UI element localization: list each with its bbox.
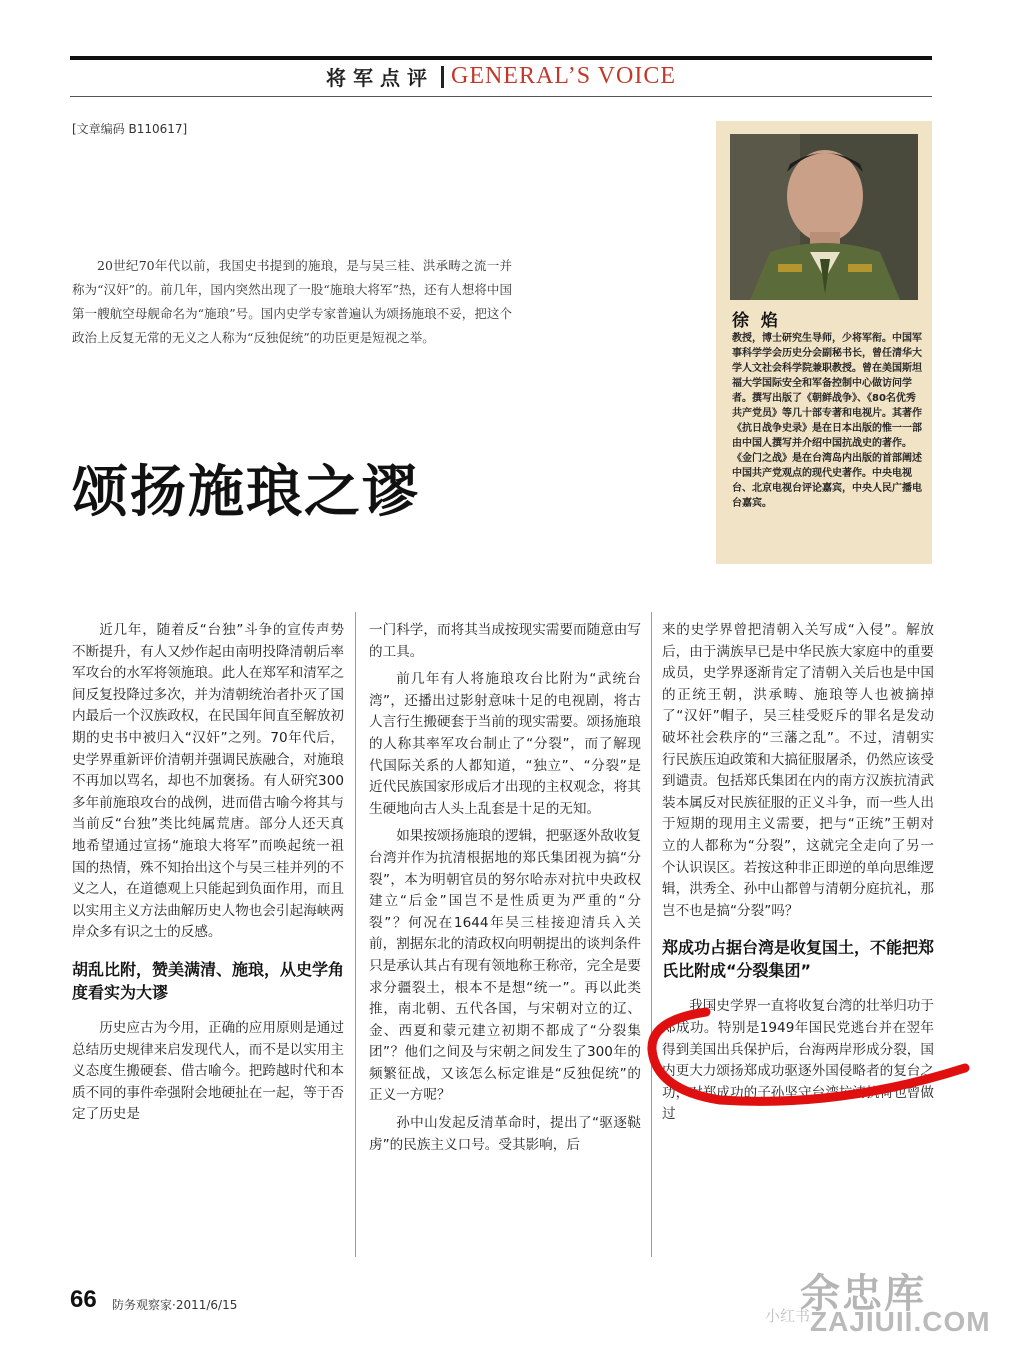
article-lede: 20世纪70年代以前，我国史书提到的施琅，是与吴三桂、洪承畴之流一并称为“汉奸”的。前几年，国内突然出现了一股“施琅大将军”热，还有人想将中国第一艘航空母舰命名为“施琅”号。国内史学专家普遍认为颂扬施琅不妥，把这个政治上反复无常的无义之人称为“反独促统”的功臣更是短视之举。 bbox=[72, 258, 512, 345]
column-2 bbox=[369, 620, 641, 1162]
subheading: 胡乱比附，赞美满清、施琅，从史学角度看实为大谬 bbox=[72, 959, 345, 1002]
subheading: 郑成功占据台湾是收复国土，不能把郑氏比附成“分裂集团” bbox=[662, 938, 935, 981]
column-divider bbox=[355, 612, 356, 1257]
column-3 bbox=[662, 620, 934, 1132]
watermark-url: ZAJIUII.COM bbox=[810, 1306, 991, 1337]
section-header bbox=[70, 62, 932, 94]
header-bottom-rule bbox=[70, 96, 932, 97]
article-title: 颂扬施琅之谬 bbox=[72, 459, 420, 525]
paragraph: 近几年，随着反“台独”斗争的宣传声势不断提升，有人又炒作起由南明投降清朝后率军攻台的水军将领施琅。此人在郑军和清军之间反复投降过多次，并为清朝统治者扑灭了国内最后一个汉族政权，在民国年间直至解放初期的史书中被归入“汉奸”之列。70年代后，史学界重新评价清朝并强调民族融合，对施琅不再加以骂名，却也不加褒扬。有人研究300多年前施琅攻台的战例，进而借古喻今将其与当前反“台独”类比纯属荒唐。部分人还天真地希望通过宣扬“施琅大将军”而唤起统一祖国的热情，殊不知抬出这个与吴三桂并列的不义之人，在道德观上只能起到负面作用，而且以实用主义方法曲解历史人物也会引起海峡两岸众多有识之士的反感。 bbox=[72, 622, 344, 941]
section-title-cn: 将军点评 bbox=[325, 66, 434, 90]
paragraph: 如果按颂扬施琅的逻辑，把驱逐外敌收复台湾并作为抗清根据地的郑氏集团视为搞“分裂”，本为明朝官员的努尔哈赤对抗中央政权建立“后金”国岂不是性质更为严重的“分裂”？何况在1644年吴三桂接迎清兵入关前，割据东北的清政权向明朝提出的谈判条件只是承认其占有现有领地称王称帝，完全是要求分疆裂土，根本不是想“统一”。再以此类推，南北朝、五代各国，与宋朝对立的辽、金、西夏和蒙元建立初期不都成了“分裂集团”？他们之间及与宋朝之间发生了300年的频繁征战，又该怎么标定谁是“反独促统”的正义一方呢？ bbox=[369, 828, 641, 1104]
column-divider bbox=[651, 612, 652, 1257]
publication-info: 防务观察家·2011/6/15 bbox=[112, 1298, 238, 1312]
section-title-en: GENERAL’S VOICE bbox=[450, 63, 676, 89]
paragraph: 一门科学，而将其当成按现实需要而随意由写的工具。 bbox=[369, 622, 641, 660]
header-top-rule bbox=[70, 56, 932, 60]
paragraph: 历史应古为今用，正确的应用原则是通过总结历史规律来启发现代人，而不是以实用主义态度生搬硬套、借古喻今。把跨越时代和本质不同的事件牵强附会地硬扯在一起，等于否定了历史是 bbox=[72, 1019, 344, 1123]
paragraph: 来的史学界曾把清朝入关写成“入侵”。解放后，由于满族早已是中华民族大家庭中的重要成员，史学界逐渐肯定了清朝入关后也是中国的正统王朝，洪承畴、施琅等人也被摘掉了“汉奸”帽子，吴三桂受贬斥的罪名是发动破坏社会秩序的“三藩之乱”。不过，清朝实行民族压迫政策和大搞征服屠杀，仍然应该受到谴责。包括郑氏集团在内的南方汉族抗清武装本属反对民族征服的正义斗争，而一些人出于短期的现用主义需要，把与“正统”王朝对立的人都称为“分裂”，这就完全走向了另一个认识误区。若按这种非正即逆的单向思维逻辑，洪秀全、孙中山都曾与清朝分庭抗礼，那岂不也是搞“分裂”吗？ bbox=[662, 622, 934, 919]
column-1 bbox=[72, 620, 344, 1132]
page-number: 66 bbox=[70, 1286, 97, 1313]
paragraph: 前几年有人将施琅攻台比附为“武统台湾”，还播出过影射意味十足的电视剧，将古人言行生搬硬套于当前的现实需要。颂扬施琅的人称其率军攻台制止了“分裂”，而了解现代国际关系的人都知道，“独立”、“分裂”是近代民族国家形成后才出现的主权观念，将其生硬地向古人头上乱套是十足的无知。 bbox=[369, 671, 641, 817]
header-divider bbox=[441, 66, 444, 88]
article-code: [文章编码 B110617] bbox=[72, 122, 188, 136]
watermark-logo: 余忠库 bbox=[800, 1271, 926, 1317]
paragraph: 孙中山发起反清革命时，提出了“驱逐鞑虏”的民族主义口号。受其影响，后 bbox=[369, 1115, 641, 1153]
author-name: 徐 焰 bbox=[732, 311, 781, 331]
watermark-small: 小红书 bbox=[765, 1307, 811, 1325]
author-bio: 教授，博士研究生导师，少将军衔。中国军事科学学会历史分会副秘书长，曾任清华大学人文社会科学院兼职教授。曾在美国斯坦福大学国际安全和军备控制中心做访问学者。撰写出版了《朝鲜战争》、《80名优秀共产党员》等几十部专著和电视片。其著作《抗日战争史录》是在日本出版的惟一一部由中国人撰写并介绍中国抗战史的著作。《金门之战》是在台湾岛内出版的首部阐述中国共产党观点的现代史著作。中央电视台、北京电视台评论嘉宾，中央人民广播电台嘉宾。 bbox=[732, 333, 922, 509]
paragraph: 我国史学界一直将收复台湾的壮举归功于郑成功。特别是1949年国民党逃台并在翌年得到美国出兵保护后，台海两岸形成分裂，国内更大力颂扬郑成功驱逐外国侵略者的复台之功，对郑成功的子孙坚守台湾抗清抗荷也曾做过 bbox=[662, 998, 934, 1123]
author-photo bbox=[730, 134, 918, 300]
